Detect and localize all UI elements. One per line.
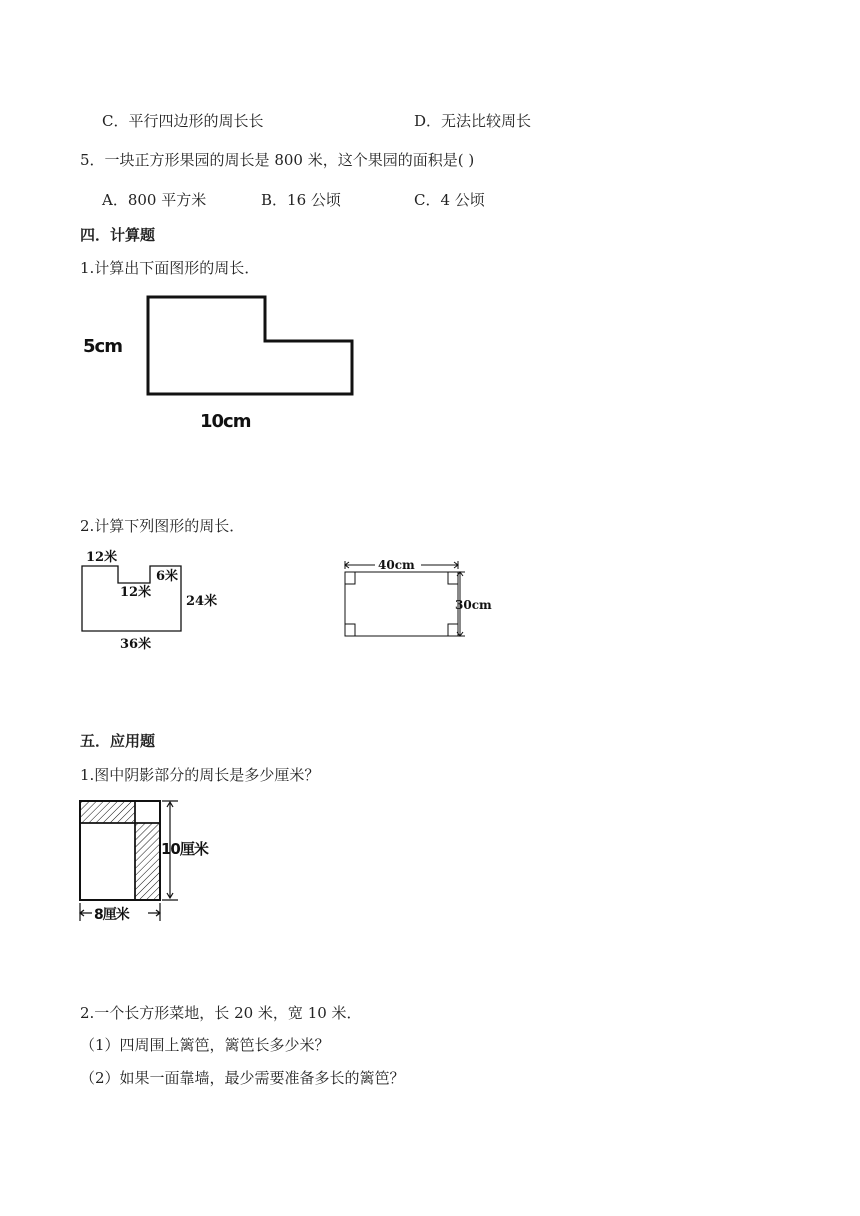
section4-title: 四．计算题	[80, 226, 156, 244]
s4-q2-figure-notched	[78, 545, 238, 655]
label-right: 30cm	[455, 598, 492, 612]
section5-title: 五．应用题	[80, 732, 156, 750]
corner-squares	[345, 572, 458, 636]
s4-q2-figure-rect	[335, 553, 495, 645]
s5-q2-part2: （2）如果一面靠墙，最少需要准备多长的篱笆？	[80, 1069, 405, 1087]
s5-q1-stem: 1.图中阴影部分的周长是多少厘米？	[80, 766, 320, 784]
label-notch-top: 6米	[156, 569, 179, 584]
q4-option-c: C．平行四边形的周长长	[102, 112, 264, 130]
s5-q2-part1: （1）四周围上篱笆，篱笆长多少米？	[80, 1036, 330, 1054]
q4-option-d: D．无法比较周长	[414, 112, 532, 130]
label-top: 40cm	[378, 558, 415, 572]
q5-option-b: B．16 公顷	[261, 191, 341, 209]
l-shape-outline	[148, 297, 352, 394]
height-label: 10厘米	[161, 840, 208, 858]
arrowheads	[345, 562, 463, 636]
label-notch-bottom: 12米	[120, 585, 152, 600]
s4-q1-stem: 1.计算出下面图形的周长．	[80, 259, 260, 277]
label-right: 24米	[186, 594, 218, 609]
s5-q2-stem: 2.一个长方形菜地，长 20 米，宽 10 米．	[80, 1004, 362, 1022]
label-top-left: 12米	[86, 550, 118, 565]
rect-outline	[345, 572, 458, 636]
q5-option-c: C．4 公顷	[414, 191, 485, 209]
s5-q1-figure	[74, 795, 224, 925]
width-label: 8厘米	[94, 907, 129, 923]
q5-option-a: A．800 平方米	[102, 191, 207, 209]
shaded-top-bar	[80, 801, 135, 823]
q5-stem: 5．一块正方形果园的周长是 800 米，这个果园的面积是( )	[80, 151, 475, 169]
s4-q2-stem: 2.计算下列图形的周长．	[80, 517, 245, 535]
s4-q1-figure	[75, 290, 375, 440]
shaded-right-bar	[135, 823, 160, 900]
width-label: 10cm	[200, 411, 251, 432]
height-label: 5cm	[83, 336, 122, 357]
label-bottom: 36米	[120, 637, 152, 652]
